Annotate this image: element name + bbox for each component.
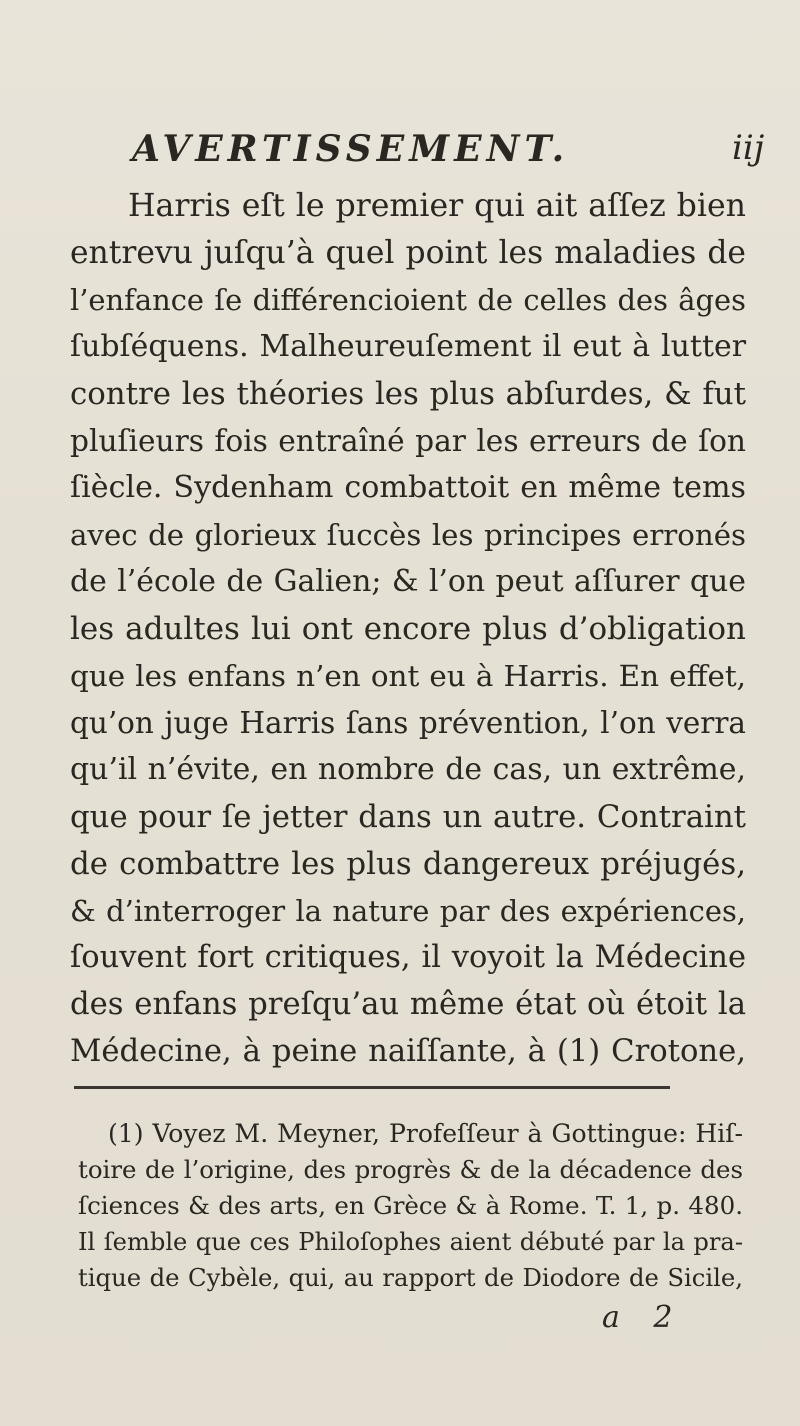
body-line: pluſieurs fois entraîné par les erreurs de ſon — [70, 423, 746, 458]
body-line: Harris eſt le premier qui ait aſſez bien — [128, 188, 746, 224]
body-line: ſubſéquens. Malheureuſement il eut à lutter — [70, 329, 746, 364]
footnote-line: toire de l’origine, des progrès & de la décadence des — [78, 1155, 743, 1184]
footnote-line: Il ſemble que ces Philoſophes aient débuté par la pra- — [78, 1228, 743, 1256]
body-line: & d’interroger la nature par des expériences, — [70, 894, 746, 928]
page-number: iij — [732, 128, 765, 168]
footnote-line: tique de Cybèle, qui, au rapport de Diodore de Sicile, — [78, 1263, 743, 1292]
signature-mark: a 2 — [602, 1300, 685, 1335]
body-line: qu’on juge Harris ſans prévention, l’on verra — [70, 706, 746, 740]
body-line: contre les théories les plus abſurdes, & fut — [70, 376, 746, 412]
body-line: qu’il n’évite, en nombre de cas, un extrême, — [70, 752, 746, 787]
body-line: que les enfans n’en ont eu à Harris. En effet, — [70, 659, 746, 693]
header-title: AVERTISSEMENT. — [132, 128, 570, 170]
body-line: Médecine, à peine naiſſante, à (1) Crotone, — [70, 1034, 746, 1069]
footnote-line: (1) Voyez M. Meyner, Profeſſeur à Gottingue: Hiſ- — [108, 1119, 743, 1148]
body-line: des enfans preſqu’au même état où étoit la — [70, 987, 746, 1022]
body-line: avec de glorieux ſuccès les principes erronés — [70, 518, 746, 552]
body-line: ſouvent fort critiques, il voyoit la Médecine — [70, 940, 746, 975]
running-header — [0, 128, 800, 178]
body-line: que pour ſe jetter dans un autre. Contraint — [70, 799, 746, 835]
footnote-rule — [74, 1086, 670, 1089]
body-line: entrevu juſqu’à quel point les maladies de — [70, 235, 746, 271]
footnote-line: ſciences & des arts, en Grèce & à Rome. T. 1, p. 480. — [78, 1191, 743, 1220]
body-line: ſiècle. Sydenham combattoit en même tems — [70, 470, 746, 505]
body-line: l’enfance ſe différencioient de celles des âges — [70, 283, 746, 317]
body-line: les adultes lui ont encore plus d’obligation — [70, 611, 746, 647]
body-line: de l’école de Galien; & l’on peut aſſurer que — [70, 564, 746, 599]
body-line: de combattre les plus dangereux préjugés, — [70, 846, 746, 882]
